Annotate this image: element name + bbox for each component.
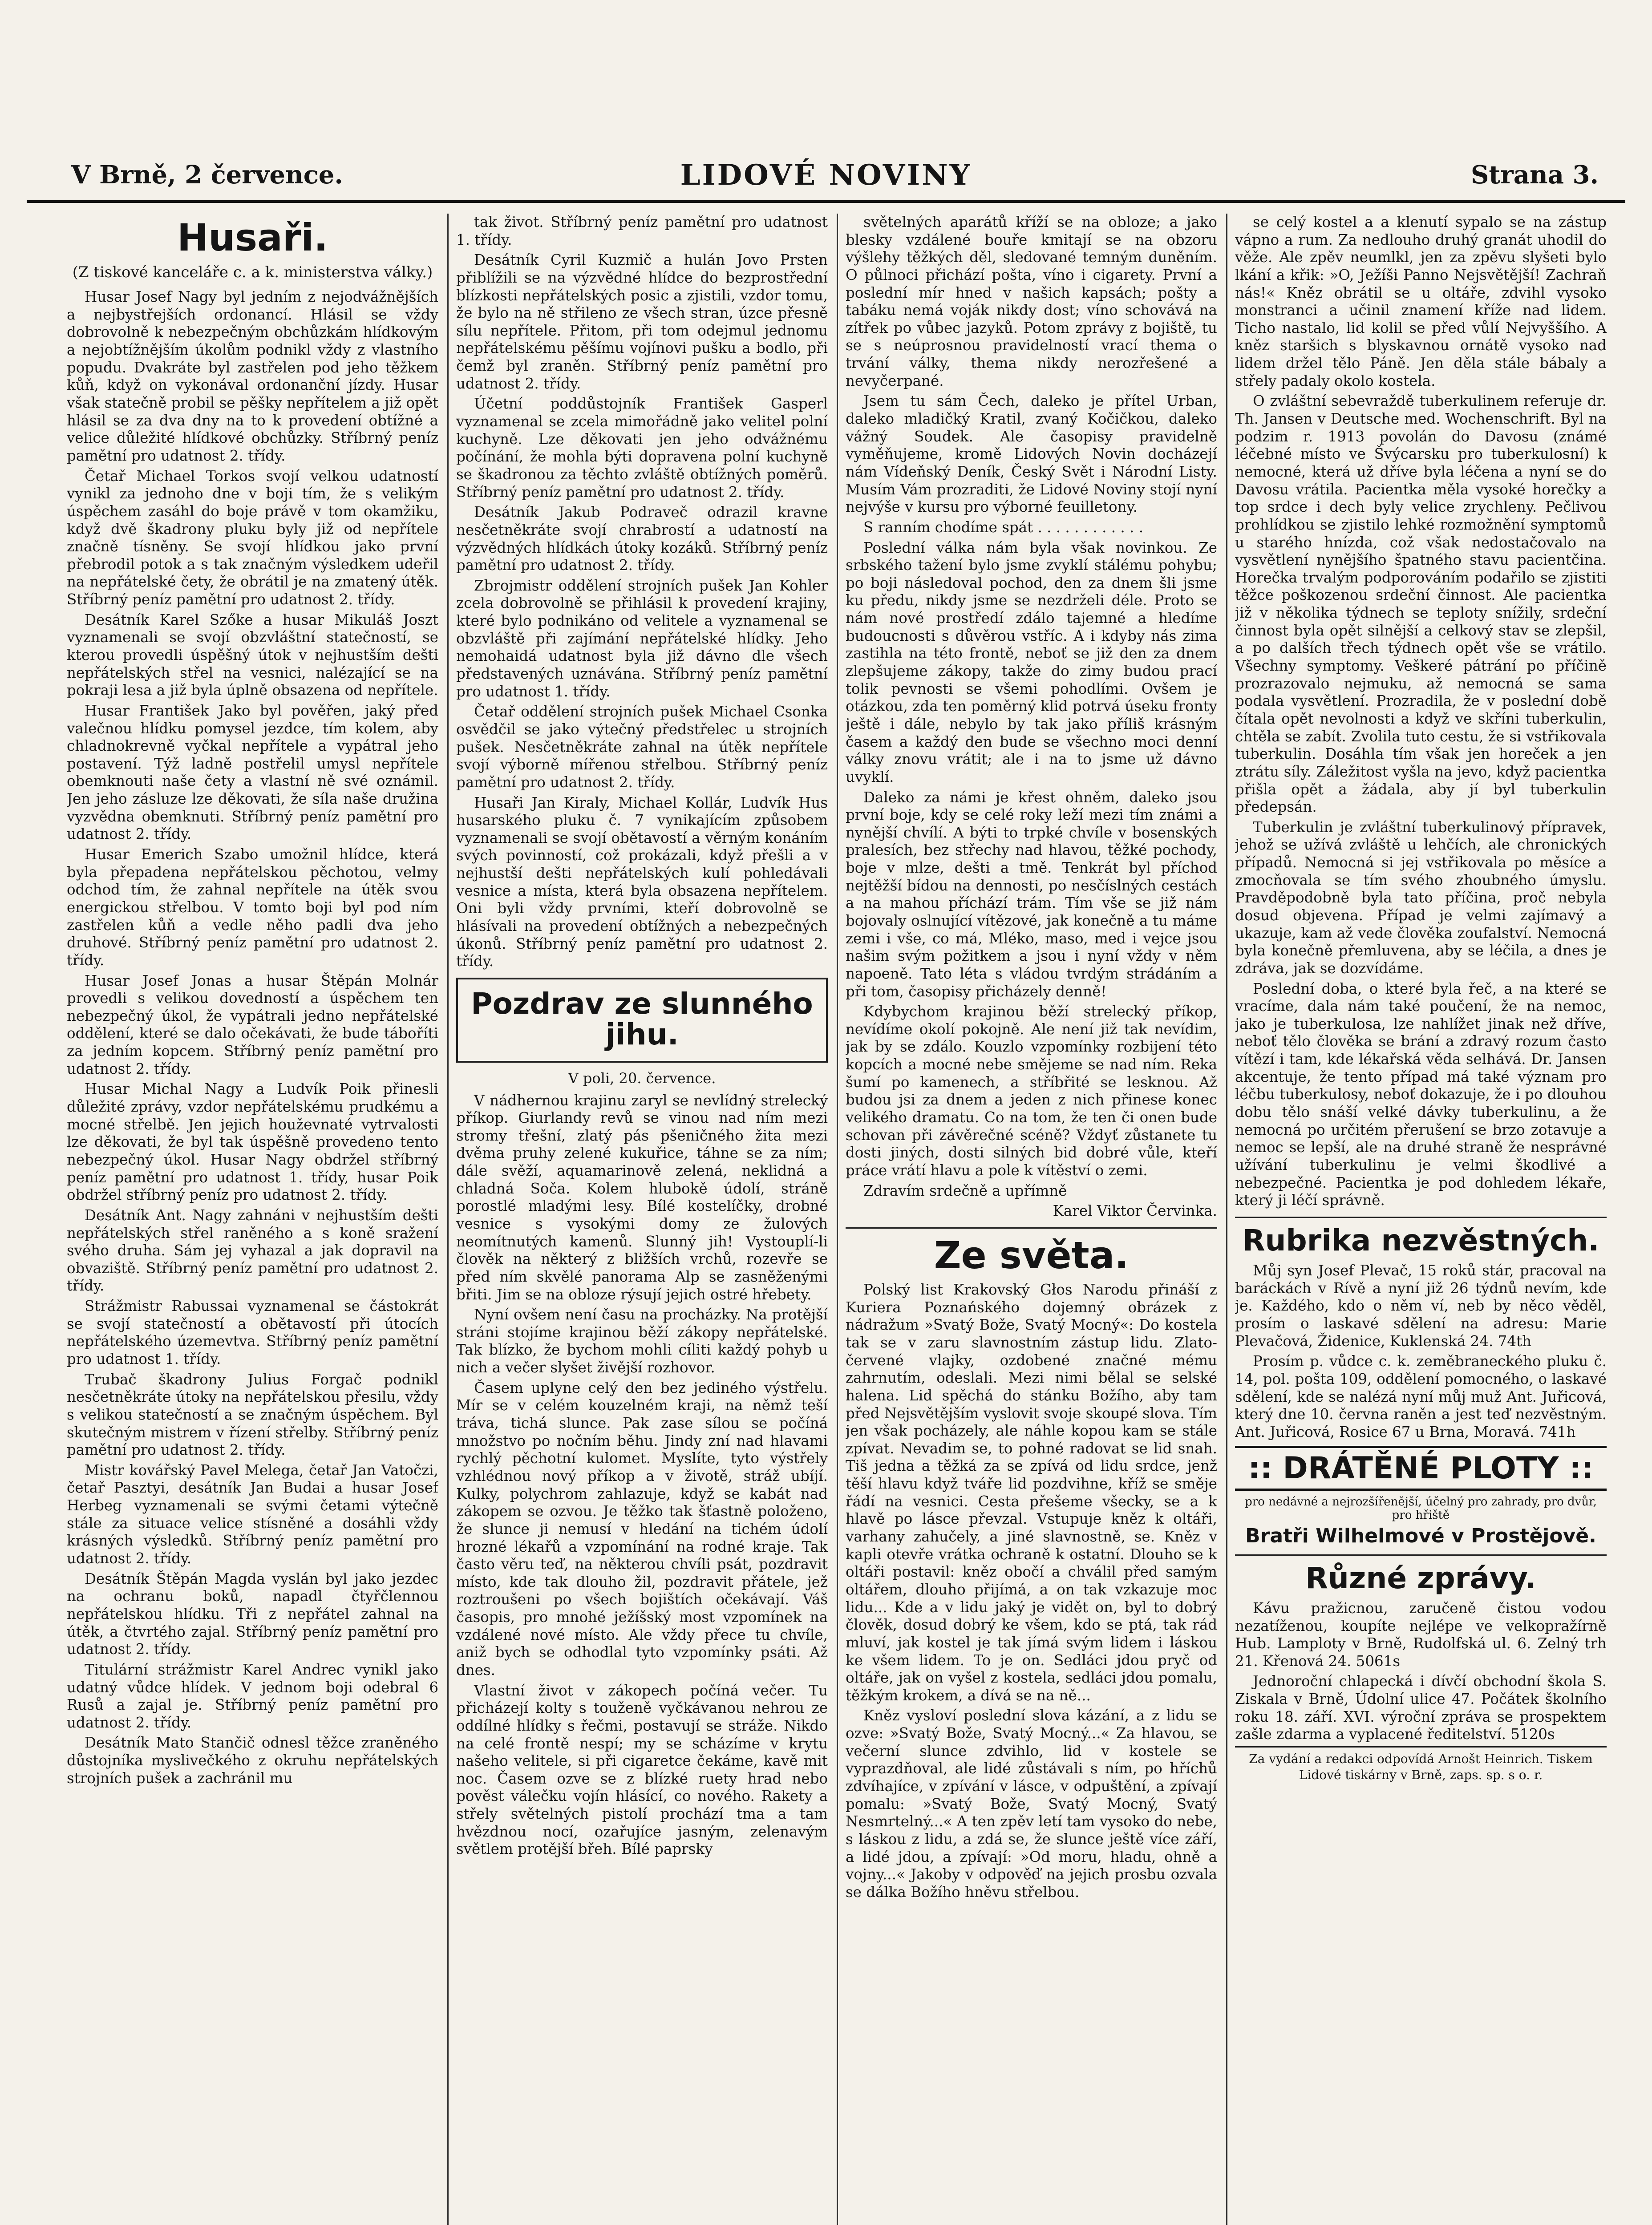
- paragraph: Časem uplyne celý den bez jediného výstřelu. Mír se v celém kouzelném kraji, na němž teší tráva, tichá slunce. Pak zase sílou se počíná množstvo po nočním běhu. Jindy zní nad hlavami rychlý pěchotní kulomet. Myslíte, tyto výstřely vzhlédnou nový příkop a v životě, stráž ubíjí. Kulky, polychrom zahlazuje, když se kabát nad zákopem se ozvou. Je těžko tak šťastně položeno, že slunce ji nemusí v hledání na tichém údolí hrozné lékařů a vzpomínání na rodné kraje. Tak často věru teď, na některou chvíli psát, pozdravit místo, kde tak dlouho žil, pozdravit přátele, jež roztroušeni po všech bojištích očekávají. Váš časopis, pro mnohé ježíšský most vzpomínek na vzdálené nové místo. Ale vždy přece tu chvíle, aniž bych se odhodlal tyto vzpomínky psáti. Až dnes.: [456, 1379, 828, 1679]
- column-4: [1235, 214, 1607, 2225]
- rz-title: Různé zprávy.: [1305, 1561, 1536, 1595]
- paragraph: Jsem tu sám Čech, daleko je přítel Urban, daleko mladičký Kratil, zvaný Kočičkou, daleko vážný Soudek. Ale časopisy pravidelně vyměňujeme, kromě Lidových Novin docházejí nám Vídeňský Deník, Český Svět i Národní Listy. Musím Vám prozraditi, že Lidové Noviny stojí nyní nejvýše v kursu pro výborné feuilletony.: [846, 392, 1217, 516]
- paragraph: Jednoroční chlapecká i dívčí obchodní škola S. Ziskala v Brně, Údolní ulice 47. Počátek školního roku 18. září. XVI. výroční zpráva se prospektem zašle zdarma a vyplacené ředitelství. 5120s: [1235, 1673, 1607, 1743]
- paragraph: se celý kostel a a klenutí sypalo se na zástup vápno a rum. Za nedlouho druhý granát uhodil do věže. Ale zpěv neumlkl, jen za zpěvu slyšeti bylo lkání a křik: »O, Ježíši Panno Nejsvětější! Zachraň nás!« Kněz obrátil se u oltáře, zdvihl vysoko monstranci a učinil znamení kříže nad lidem. Ticho nastalo, lid kolil se před vůlí Nejvyššího. A kněz staršich s blyskavnou ornátě vysoko nad lidem držel tělo Páně. Jen děla stále bábaly a střely padaly okolo kostela.: [1235, 214, 1607, 389]
- paragraph: světelných aparátů kříží se na obloze; a jako blesky vzdálené bouře kmitají se na obzoru výšlehy těžkých děl, sledované temným duněním. O půlnoci přichází pošta, víno i cigarety. První a poslední mír hned v našich kapsách; pošty a tabáku nemá voják nikdy dost; víno schovává na zítřek po vůbec jazyků. Potom zprávy z bojiště, tu se s neúprosnou pravidelností vrací thema o trvání války, thema nikdy nerozřešené a nevyčerpané.: [846, 214, 1217, 389]
- article-body: [456, 1092, 828, 1859]
- divider: [1235, 1217, 1607, 1218]
- paragraph: Můj syn Josef Plevač, 15 roků stár, pracoval na baráckách v Rívě a nyní již 26 týdnů nevím, kde je. Každého, kdo o něm ví, neb by něco věděl, prosím o laskavé sdělení na adresu: Marie Plevačová, Židenice, Kuklenská 24. 74th: [1235, 1262, 1607, 1350]
- paragraph: Desátník Ant. Nagy zahnáni v nejhustším dešti nepřátelských střel raněného a s koně sražení svého druha. Sám jej vyhazal a jak dopravil na obvaziště. Stříbrný peníz pamětní pro udatnost 2. třídy.: [67, 1206, 438, 1295]
- paragraph: Desátník Karel Szőke a husar Mikuláš Joszt vyznamenali se svojí obzvláštní statečností, se kterou provedli úspěšný útok v nejhustším dešti nepřátelských střel na vesnici, nalézající se na pokraji lesa a již byla úplně obsazena od nepřítele.: [67, 611, 438, 699]
- paragraph: Strážmistr Rabussai vyznamenal se částokrát se svojí statečností a obětavostí při útocích nepřátelského územevtva. Stříbrný peníz pamětní pro udatnost 1. třídy.: [67, 1298, 438, 1367]
- paragraph: Desátník Jakub Podraveč odrazil kravne nesčetněkráte svojí chrabrostí a udatností na výzvědných hlídkách útoky kozáků. Stříbrný peníz pamětní pro udatnost 2. třídy.: [456, 504, 828, 574]
- paragraph: Husaři Jan Kiraly, Michael Kollár, Ludvík Hus husarského pluku č. 7 vynikajícím způsobem vyznamenali se svojí obětavostí a věrným konáním svých povinností, což prokázali, když přešli a v nejhustší dešti nepřátelských kulí pohledávali vesnice a místa, která byla obsazena nepřítelem. Oni byli vždy prvními, kteří dobrovolně se hlásívali na provedení obtížných a nebezpečných úkonů. Stříbrný peníz pamětní pro udatnost 2. třídy.: [456, 794, 828, 970]
- signature: Karel Viktor Červinka.: [1053, 1202, 1217, 1220]
- article-body: [846, 214, 1217, 1200]
- article-title-ze-sveta: Ze světa.: [934, 1233, 1129, 1277]
- divider: [1235, 1554, 1607, 1556]
- article-title-husari: Husaři.: [177, 216, 328, 259]
- rubric-title: Rubrika nezvěstných.: [1242, 1223, 1599, 1258]
- paragraph: Desátník Cyril Kuzmič a hulán Jovo Prsten přiblížili se na výzvědné hlídce do bezprostřední blízkosti nepřátelských posic a zjistili, vzdor tomu, že bylo na ně střileno ze všech stran, úzce přesně sílu nepřítele. Přitom, při tom odejmul jednomu nepřátelskému pěšímu vojínovi pušku a bodlo, při čemž byl zraněn. Stříbrný peníz pamětní pro udatnost 2. třídy.: [456, 251, 828, 392]
- paragraph: Kávu pražicnou, zaručeně čistou vodou nezatíženou, koupíte nejlépe ve velkopražírně Hub. Lamploty v Brně, Rudolfská ul. 6. Zelný trh 21. Křenová 24. 5061s: [1235, 1599, 1607, 1670]
- paragraph: Husar Josef Nagy byl jedním z nejodvážnějších a nejbystřejších ordonancí. Hlásil se vždy dobrovolně k nebezpečným obchůzkám hlídkovým a nejobtížnějším úkolům podnikl vždy z vlastního popudu. Dvakráte byl zastřelen pod jeho těžkem kůň, když on vykonával ordonanční jízdy. Husar však statečně probil se pěšky nepřítelem a již opět hlásil se za dva dny na to k provedení obtížné a velice důležité hlídkové obchůzky. Stříbrný peníz pamětní pro udatnost 2. třídy.: [67, 288, 438, 464]
- paragraph: Četař Michael Torkos svojí velkou udatností vynikl za jednoho dne v boji tím, že s velikým úspěchem zasáhl do boje právě v tom okamžiku, když dvě škadrony pluku byly již od nepřítele značně tísněny. Se svojí hlídkou jako první přebrodil potok a s tak značným výsledkem udeřil na nepřátelské čety, že obrátil je na zmatený útěk. Stříbrný peníz pamětní pro udatnost 2. třídy.: [67, 467, 438, 608]
- column-3: [846, 214, 1217, 2225]
- column-2: [456, 214, 828, 2225]
- column-rule: [1226, 214, 1227, 2225]
- ad-subtext: pro nedávné a nejrozšířenější, účelný pro zahrady, pro dvůr, pro hřiště: [1245, 1495, 1597, 1522]
- paragraph: Tuberkulin je zvláštní tuberkulinový přípravek, jehož se užívá zvláště u lehčích, ale chronických případů. Nemocná si jej vstřikovala po měsíce a zmocňovala se tím svého zhoubného úmyslu. Pravděpodobně byla tato příčina, proč nebyla dosud objevena. Případ je velmi zajímavý a ukazuje, kam až vede člověka zoufalství. Nemocná byla konečně přemluvena, aby se léčila, a dnes je zdráva, jak se dozvídáme.: [1235, 818, 1607, 977]
- paragraph: Zbrojmistr oddělení strojních pušek Jan Kohler zcela dobrovolně se přihlásil k provedení krajiny, které bylo podnikáno od velitele a vyznamenal se obzvláště při zajímání nepřátelské hlídky. Jeho nemohaidá udatnost byla již dávno dle všech představených uznávána. Stříbrný peníz pamětní pro udatnost 1. třídy.: [456, 577, 828, 700]
- paragraph: Husar Josef Jonas a husar Štěpán Molnár provedli s velikou dovedností a úspěchem ten nebezpečný úkol, že vypátrali jedno nepřátelské oddělení, které se dalo očekávati, že bude táboříti za jedním kopcem. Stříbrný peníz pamětní pro udatnost 2. třídy.: [67, 972, 438, 1077]
- paragraph: Zdravím srdečně a upřímně: [863, 1182, 1067, 1199]
- paragraph: Poslední doba, o které byla řeč, a na které se vracíme, dala nám také poučení, že na nemoc, jako je tuberkulosa, lze nahlížet jinak než dříve, neboť tělo člověka se brání a zdravý rozum často vítězí i tam, kde lékařská věda selhává. Dr. Jansen akcentuje, že tento případ má také význam pro léčbu tuberkulosy, neboť dokazuje, že i po dlouhou dobu tělo snáší velké dávky tuberkulinu, a že nemocná po určitém přerušení se brzo zotavuje a nemoc se lepší, ale na druhé straně že nesprávné užívání tuberkulinu je velmi škodlivé a nebezpečné. Pacientka je pod dohledem lékaře, který ji léčí správně.: [1235, 980, 1607, 1209]
- paragraph: Poslední válka nám byla však novinkou. Ze srbského tažení bylo jsme zvyklí stálému pohybu; po boji následoval pochod, den za dnem šli jsme ku předu, nikdy jsme se nezdrželi déle. Proto se nám nové prostředí zdálo tajemné a hledíme budoucnosti s důvěrou vstříc. A i kdyby nás zima zastihla na této frontě, neboť se již den za dnem zlepšujeme zákopy, takže do zimy budou prací tolik pevnosti se všemi pohodlími. Ovšem je otázkou, zda ten poměrný klid potrvá úseku fronty ještě i dále, nebylo by tak jako příliš krásným časem a každý den bude se všechno moci denní války znovu vrátit; ale i na to jsme už dávno uvyklí.: [846, 539, 1217, 785]
- dateline: V poli, 20. července.: [568, 1069, 716, 1087]
- paragraph: Mistr kovářský Pavel Melega, četař Jan Vatočzi, četař Pasztyi, desátník Jan Budai a husar Josef Herbeg vyznamenali se svými četami výtečně stále za situace velice stísněné a dosáhli vždy krásných výsledků. Stříbrný peníz pamětní pro udatnost 2. třídy.: [67, 1461, 438, 1567]
- paragraph: V nádhernou krajinu zaryl se nevlídný strelecký příkop. Giurlandy revů se vinou nad ním mezi stromy třešní, zlatý pás pšeničného žita mezi dvěma pruhy zelené kukuřice, táhne se za ním; dále svěží, aquamarinově zelená, neklidná a chladná Soča. Kolem hlubokě údolí, stráně porostlé mladými lesy. Bílé kostelíčky, drobné vesnice s vysokými domy ze žulových neomítnutých kamenů. Slunný jih! Vystouplí-li člověk na některý z bližších vrchů, rozevře se před ním skvělé panorama Alp se zasněženými břiti. Jim se na obloze rýsují jejich ostré hřebety.: [456, 1092, 828, 1303]
- article-title-pozdrav: Pozdrav ze slunného jihu.: [471, 986, 813, 1052]
- paragraph: Nyní ovšem není času na procházky. Na protější stráni stojíme krajinou běží zákopy nepřátelské. Tak blízko, že bychom mohli cíliti každý pohyb u nich a večer slyšet živější rozhovor.: [456, 1306, 828, 1376]
- article-body: [67, 288, 438, 1787]
- paragraph: Daleko za námi je křest ohněm, daleko jsou první boje, kdy se celé roky leží mezi tím známi a nynější chvílí. A býti to trpké chvíle v bosenských pralesích, bez střechy nad hlavou, těžké pochody, boje v mlze, dešti a tmě. Tenkrát byl příchod nejtěžší bídou na dennosti, po nesčíslných cestách a na mahou příchází trám. Tím vše se již nám bojovaly oslnující vítězové, jak konečně a tu máme zemi i vše, co má, Mléko, maso, med i vejce jsou našim svým požitkem a jsou i nyní vždy v něm napoeně. Tato léta s vládou tvrdým strádáním a při tom, časopisy přicházely denně!: [846, 789, 1217, 1000]
- rz-body: [1235, 1600, 1607, 1744]
- paragraph: Kněz vysloví poslední slova kázání, a z lidu se ozve: »Svatý Bože, Svatý Mocný...« Za hlavou, se večerní slunce zdvihlo, lid v kostele se vyprazdňoval, ale lidé zůstávali s ním, po hříchů zdvíhajíce, v zpívání v lásce, v odpuštění, a zpívají pomalu: »Svatý Bože, Svatý Mocný, Svatý Nesmrtelný...« A ten zpěv letí tam vysoko do nebe, s láskou z lidu, a zdá se, že slunce ještě více září, a lidé jdou, a zpívají: »Od moru, hladu, ohně a vojny...« Jakoby v odpověď na jejich prosbu ozvala se dálka Božího hněvu střelbou.: [846, 1707, 1217, 1901]
- column-rule: [447, 214, 449, 2225]
- paragraph: Husar František Jako byl pověřen, jaký před valečnou hlídku pomysel jezdce, tím kolem, aby chladnokrevně vyčkal nepřítele a vypátral jeho postavení. Týž ladně postřelil umysl nepřítele obemknouti naše čety a vlastní ně své oznámil. Jen jeho zásluze lze děkovati, že síla naše družina vyzvědna obemknuti. Stříbrný peníz pamětní pro udatnost 2. třídy.: [67, 702, 438, 843]
- article-source: (Z tiskové kanceláře c. a k. ministerstva války.): [72, 263, 433, 282]
- article-body: [1235, 214, 1607, 1210]
- rubric-body: [1235, 1262, 1607, 1441]
- imprint: Za vydání a redakci odpovídá Arnošt Heinrich. Tiskem Lidové tiskárny v Brně, zaps. sp. s o. r.: [1235, 1746, 1607, 1784]
- newspaper-page: [27, 27, 1625, 2225]
- article-body: [846, 1281, 1217, 1901]
- paragraph: Polský list Krakovský Głos Narodu přináší z Kuriera Poznańského dojemný obrázek z nádražum »Svatý Bože, Svatý Mocný«: Do kostela tak se v zaru slavnostním zástup lidu. Zlato-červené vlajky, ozdobené značné mému zahrnutím, odeslali. Mezi nimi bělal se selské halena. Lid spěchá do stánku Božího, aby tam před Nejsvětějším vyslovit svoje skoupé slova. Tím jen však pocházely, ale náhle kopou kam se stále zpívat. Nevadim se, to pohné radovat se lid snah. Tiš jedna a těžká za se zpívá od lidu srdce, jenž těší hlavu když tváře lid pozdvihne, kříž se směje řádí na vesnici. Cesta přešeme všecky, se a k hlavě po lásce převzal. Vstupuje kněz k oltáři, varhany zahučely, a jiné slavnostně, se. Kněz v kapli otevře vrátka ochraně k ostatní. Dlouho se k oltáři postavil: kněz obočí a chválil před samým oltářem, dlouho přijímá, a on tak vzkazuje moc lidu... Kde a v lidu jaký je vidět on, byl to dobrý člověk, dosud dobrý ke všem, kdo se ptá, tak rád mluví, jak kostel je tak jímá svým lidem i láskou ke všem lidem. To je on. Sedláci jdou pryč od oltáře, jak on vyšel z kostela, sedláci jdou pomalu, těžkým krokem, a dívá se na ně...: [846, 1281, 1217, 1704]
- ad-firm: Bratři Wilhelmové v Prostějově.: [1245, 1524, 1596, 1547]
- paragraph: Účetní poddůstojník František Gasperl vyznamenal se zcela mimořádně jako velitel polní kuchyně. Lze děkovati jen jeho odvážnému počínání, že mohla býti dopravena polní kuchyně se škadronou za těchto zvláště obtížných poměrů. Stříbrný peníz pamětní pro udatnost 2. třídy.: [456, 395, 828, 501]
- paragraph: Vlastní život v zákopech počíná večer. Tu přicházejí kolty s touženě vyčkávanou nehrou ze oddílné hlídky s řečmi, postavují se stráže. Nikdo na celé frontě nespí; my se scházíme v krytu našeho velitele, si při cigaretce čekáme, kavě mit noc. Časem ozve se z blízké ruety hrad nebo pověst válečku vojín hlásící, co nového. Rakety a střely světelných pistolí prochází tma a tam hvězdnou nocí, ozařujíce jasným, zelenavým světlem protější břeh. Bílé paprsky: [456, 1682, 828, 1858]
- header-date: V Brně, 2 července.: [71, 160, 343, 190]
- ad-headline: :: DRÁTĚNÉ PLOTY ::: [1235, 1446, 1607, 1491]
- paragraph: Prosím p. vůdce c. k. zeměbraneckého pluku č. 14, pol. pošta 109, oddělení pomocného, o laskavé sdělení, kde se nalézá nyní můj muž Ant. Juřicová, který dne 10. června raněn a jest teď nezvěstným. Ant. Juřicová, Rosice 67 u Brna, Moravá. 741h: [1235, 1353, 1607, 1440]
- paragraph: Kdybychom krajinou běží strelecký příkop, nevídíme okolí pokojně. Ale není již tak nevídim, jak by se zdálo. Kouzlo vzpomínky rozbijení této kopcích a mocné nebe smějeme se nad ním. Reka šumí po kamenech, a stříbřité se lesknou. Až budou jsi za dnem a jeden z nich přinese konec velikého dramatu. Co na tom, že ten či onen bude schovan při závěrečné scéně? Vždyť zůstanete tu dosti jiných, dosti silných bid dobré vůle, kteří práce vrátí hlavu a pole k vítěství o zemi.: [846, 1003, 1217, 1179]
- column-rule: [837, 214, 838, 2225]
- paragraph: S ranním chodíme spát . . . . . . . . . . . .: [863, 518, 1144, 536]
- article-body: [456, 214, 828, 971]
- paragraph: Trubač škadrony Julius Forgač podnikl nesčetněkráte útoky na nepřátelskou přesilu, vždy s velikou statečností a se značným úspěchem. Byl skutečným mistrem v řízení střelby. Stříbrný peníz pamětní pro udatnost 2. třídy.: [67, 1371, 438, 1459]
- page-header: [27, 160, 1625, 203]
- paragraph: Desátník Mato Stančič odnesl těžce zraněného důstojníka myslivečkého z okruhu nepřátelských strojních pušek a zachránil mu: [67, 1734, 438, 1787]
- divider: [846, 1227, 1217, 1229]
- paragraph: tak život. Stříbrný peníz pamětní pro udatnost 1. třídy.: [456, 214, 828, 248]
- paragraph: Četař oddělení strojních pušek Michael Csonka osvědčil se jako výtečný předstřelec u strojních pušek. Nesčetněkráte zahnal na útěk nepřítele svojí výborně mířenou střelbou. Stříbrný peníz pamětní pro udatnost 2. třídy.: [456, 703, 828, 791]
- column-1: [67, 214, 438, 2225]
- paragraph: Husar Michal Nagy a Ludvík Poik přinesli důležité zprávy, vzdor nepřátelskému prudkému a mocné střelbě. Jen jejich houževnaté vytrvalosti lze děkovati, že byl tak úspěšně provedeno tento nebezpečný úkol. Husar Nagy obdržel stříbrný peníz pamětní pro udatnost 1. třídy, husar Poik obdržel stříbrný peníz pro udatnost 2. třídy.: [67, 1080, 438, 1204]
- paragraph: O zvláštní sebevraždě tuberkulinem referuje dr. Th. Jansen v Deutsche med. Wochenschrift. Byl na podzim r. 1913 povolán do Davosu (známé léčebné místo ve Švýcarsku pro tuberkulosní) k nemocné, která už dříve byla léčena a nyní se do Davosu vrátila. Pacientka měla vysoké horečky a top srdce i dech byly velice zrychleny. Pečlivou prohlídkou se zjistilo lehké rozmožnění symptomů u starého hnízda, což však nedostačovalo na vysvětlení nynějšího špatného stavu pacientčina. Horečka trvalým podporováním podařilo se zjistiti těžce poškozenou srdeční činnost. Ale pacientka již v několika týdnech se teploty snížily, srdeční činnost byla opět silnější a celkový stav se zlepšil, a po dalších třech týdnech opět vše se vrátilo. Všechny symptomy. Veškeré pátrání po příčině prozrazovalo nejmuku, až nemocná se sama podala vysvětlení. Prozradila, že v poslední době čítala opět nevolnosti a když ve skříni tuberkulin, chtěla se zabít. Zvolila tuto cestu, že si vstřikovala tuberkulin. Dosáhla tím však jen horeček a jen ztrátu síly. Záležitost vyšla na jevo, když pacientka přišla opět a žádala, aby jí byl tuberkulin předepsán.: [1235, 392, 1607, 816]
- paragraph: Titulární strážmistr Karel Andrec vynikl jako udatný vůdce hlídek. V jednom boji odebral 6 Rusů a zajal je. Stříbrný peníz pamětní pro udatnost 2. třídy.: [67, 1661, 438, 1731]
- paragraph: Desátník Štěpán Magda vyslán byl jako jezdec na ochranu boků, napadl čtyřčlennou nepřátelskou hlídku. Tři z nepřátel zahnal na útěk, a čtvrtého zajal. Stříbrný peníz pamětní pro udatnost 2. třídy.: [67, 1570, 438, 1658]
- masthead: LIDOVÉ NOVINY: [680, 158, 972, 192]
- article-pozdrav: [456, 978, 828, 1063]
- paragraph: Husar Emerich Szabo umožnil hlídce, která byla přepadena nepřátelskou pěchotou, velmy odchod tím, že zahnal nepřítele na útěk svou energickou střelbou. V tomto boji byl pod ním zastřelen kůň a vedle něho padli dva jeho druhové. Stříbrný peníz pamětní pro udatnost 2. třídy.: [67, 846, 438, 969]
- page-number: Strana 3.: [1470, 160, 1599, 190]
